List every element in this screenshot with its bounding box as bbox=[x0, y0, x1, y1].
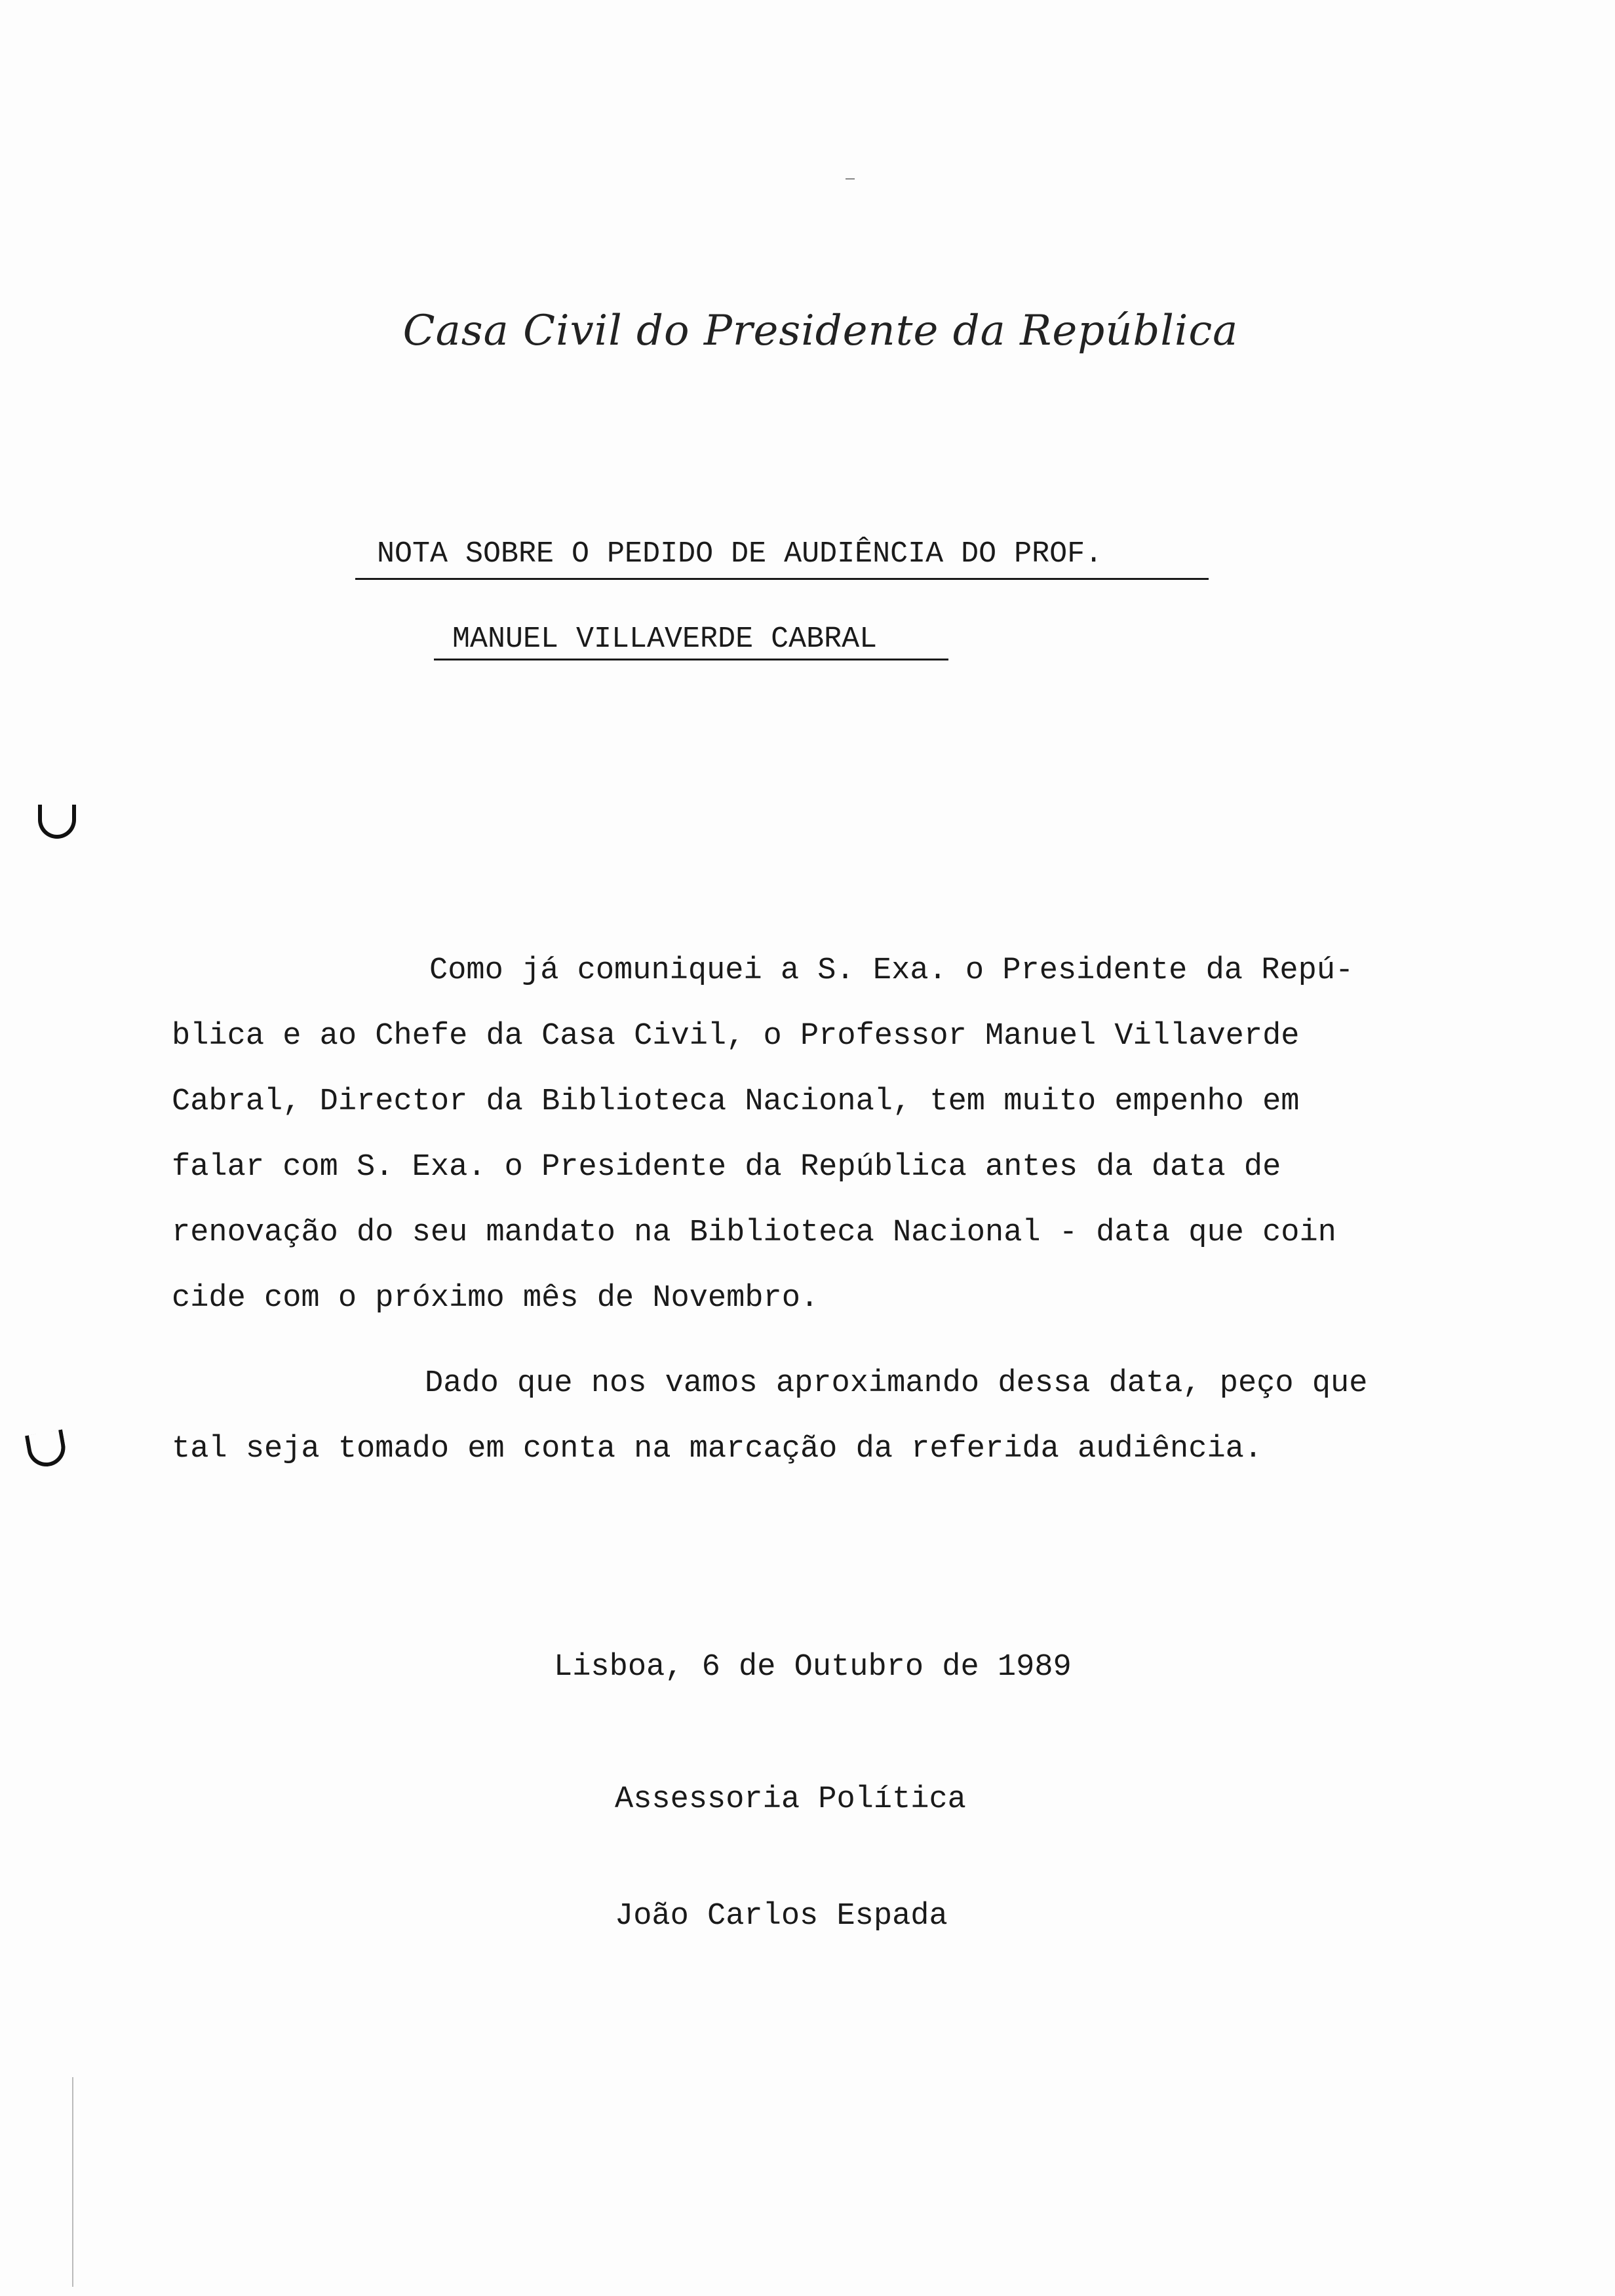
title-underline-2 bbox=[434, 659, 948, 660]
paragraph-1-line-6: cide com o próximo mês de Novembro. bbox=[172, 1281, 819, 1316]
letterhead: Casa Civil do Presidente da República bbox=[402, 307, 1239, 355]
title-line-2 bbox=[452, 622, 877, 656]
place-date: Lisboa, 6 de Outubro de 1989 bbox=[554, 1650, 1072, 1685]
paragraph-1-line-1: Como já comuniquei a S. Exa. o Presidente da Repú- bbox=[429, 953, 1354, 988]
title-text-1: NOTA SOBRE O PEDIDO DE AUDIÊNCIA DO PROF. bbox=[377, 537, 1103, 571]
speck-mark bbox=[846, 178, 855, 180]
signatory: João Carlos Espada bbox=[615, 1899, 948, 1934]
department: Assessoria Política bbox=[615, 1782, 966, 1817]
title-underline-1 bbox=[355, 578, 1209, 580]
paragraph-1-line-3: Cabral, Director da Biblioteca Nacional, tem muito empenho em bbox=[172, 1084, 1300, 1119]
paragraph-1-line-5: renovação do seu mandato na Biblioteca Nacional - data que coin bbox=[172, 1215, 1336, 1250]
paragraph-2-line-1: Dado que nos vamos aproximando dessa data, peço que bbox=[425, 1366, 1368, 1401]
punch-mark-top bbox=[38, 805, 76, 839]
paragraph-1-line-2: blica e ao Chefe da Casa Civil, o Professor Manuel Villaverde bbox=[172, 1019, 1300, 1054]
title-line-1 bbox=[377, 537, 1102, 571]
title-text-2: MANUEL VILLAVERDE CABRAL bbox=[452, 622, 878, 656]
paragraph-1-line-4: falar com S. Exa. o Presidente da República antes da data de bbox=[172, 1150, 1281, 1185]
edge-line bbox=[72, 2077, 73, 2287]
paragraph-2-line-2: tal seja tomado em conta na marcação da referida audiência. bbox=[172, 1432, 1263, 1466]
punch-mark-bottom bbox=[25, 1429, 68, 1469]
